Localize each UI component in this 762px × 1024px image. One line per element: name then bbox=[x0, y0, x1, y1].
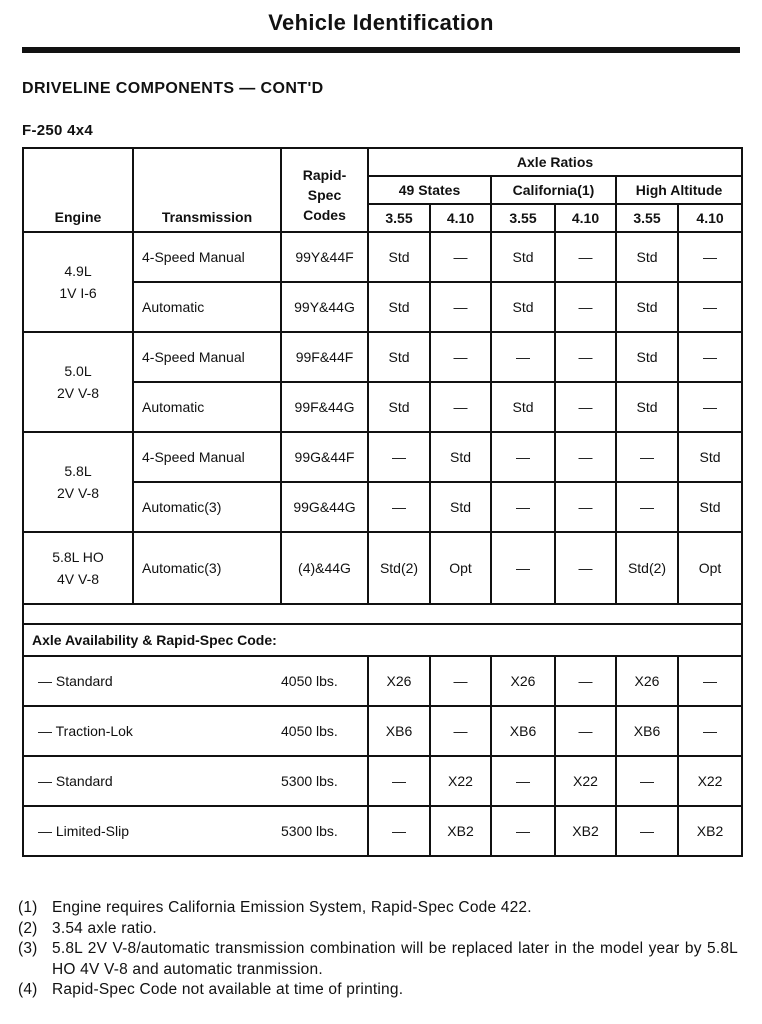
table-row bbox=[23, 532, 742, 604]
header-ratio: 4.10 bbox=[678, 204, 742, 232]
axle-code: — bbox=[678, 656, 742, 706]
spacer-cell bbox=[23, 604, 742, 624]
ratio-cell: — bbox=[491, 482, 555, 532]
axle-weight: 4050 lbs. bbox=[281, 656, 368, 706]
footnotes bbox=[18, 898, 738, 1001]
axle-code: — bbox=[430, 656, 491, 706]
axle-name: — Standard bbox=[23, 656, 281, 706]
transmission-cell: 4-Speed Manual bbox=[133, 232, 281, 282]
ratio-cell: Std bbox=[368, 232, 430, 282]
header-ratio: 4.10 bbox=[430, 204, 491, 232]
axle-code: XB6 bbox=[491, 706, 555, 756]
ratio-cell: — bbox=[491, 432, 555, 482]
section-title: DRIVELINE COMPONENTS — CONT'D bbox=[22, 80, 324, 97]
code-cell: 99F&44F bbox=[281, 332, 368, 382]
axle-code: — bbox=[616, 806, 678, 856]
code-cell: 99Y&44G bbox=[281, 282, 368, 332]
axle-code: X22 bbox=[430, 756, 491, 806]
table-row bbox=[23, 432, 742, 482]
ratio-cell: Std bbox=[368, 332, 430, 382]
axle-name: — Limited-Slip bbox=[23, 806, 281, 856]
axle-code: XB2 bbox=[430, 806, 491, 856]
transmission-cell: Automatic(3) bbox=[133, 482, 281, 532]
ratio-cell: — bbox=[491, 532, 555, 604]
title-rule bbox=[22, 47, 740, 53]
availability-row bbox=[23, 806, 742, 856]
axle-code: X22 bbox=[555, 756, 616, 806]
code-cell: 99Y&44F bbox=[281, 232, 368, 282]
availability-row bbox=[23, 756, 742, 806]
ratio-cell: Std bbox=[616, 332, 678, 382]
ratio-cell: — bbox=[491, 332, 555, 382]
axle-code: X26 bbox=[491, 656, 555, 706]
ratio-cell: Std bbox=[368, 382, 430, 432]
engine-cell: 5.8L 2V V-8 bbox=[23, 432, 133, 532]
axle-code: X26 bbox=[616, 656, 678, 706]
transmission-cell: 4-Speed Manual bbox=[133, 332, 281, 382]
header-ratio: 3.55 bbox=[616, 204, 678, 232]
ratio-cell: — bbox=[555, 232, 616, 282]
axle-weight: 4050 lbs. bbox=[281, 706, 368, 756]
ratio-cell: — bbox=[555, 282, 616, 332]
axle-name: — Standard bbox=[23, 756, 281, 806]
axle-code: — bbox=[555, 656, 616, 706]
footnote-marker: (2) bbox=[18, 919, 38, 937]
footnote-marker: (1) bbox=[18, 899, 38, 916]
axle-code: XB6 bbox=[368, 706, 430, 756]
ratio-cell: — bbox=[555, 382, 616, 432]
transmission-cell: Automatic bbox=[133, 382, 281, 432]
ratio-cell: Std bbox=[616, 382, 678, 432]
ratio-cell: — bbox=[678, 232, 742, 282]
footnote-marker: (4) bbox=[18, 981, 38, 998]
axle-code: — bbox=[491, 806, 555, 856]
ratio-cell: Std bbox=[430, 482, 491, 532]
ratio-cell: Std(2) bbox=[616, 532, 678, 604]
ratio-cell: — bbox=[430, 232, 491, 282]
footnote-marker: (3) bbox=[18, 940, 38, 957]
ratio-cell: — bbox=[555, 482, 616, 532]
availability-row bbox=[23, 706, 742, 756]
axle-name: — Traction-Lok bbox=[23, 706, 281, 756]
transmission-cell: Automatic bbox=[133, 282, 281, 332]
axle-code: XB2 bbox=[678, 806, 742, 856]
ratio-cell: — bbox=[678, 382, 742, 432]
model-title: F-250 4x4 bbox=[22, 122, 94, 139]
transmission-cell: Automatic(3) bbox=[133, 532, 281, 604]
availability-title: Axle Availability & Rapid-Spec Code: bbox=[23, 624, 742, 656]
axle-code: X26 bbox=[368, 656, 430, 706]
header-region: High Altitude bbox=[616, 176, 742, 204]
ratio-cell: Std(2) bbox=[368, 532, 430, 604]
ratio-cell: Std bbox=[616, 232, 678, 282]
ratio-cell: Std bbox=[678, 482, 742, 532]
ratio-cell: — bbox=[616, 482, 678, 532]
ratio-cell: Std bbox=[616, 282, 678, 332]
header-axle-ratios: Axle Ratios bbox=[368, 148, 742, 176]
ratio-cell: Std bbox=[430, 432, 491, 482]
header-ratio: 4.10 bbox=[555, 204, 616, 232]
ratio-cell: — bbox=[368, 432, 430, 482]
ratio-cell: Opt bbox=[430, 532, 491, 604]
ratio-cell: — bbox=[430, 282, 491, 332]
footnote-text: 3.54 axle ratio. bbox=[52, 919, 157, 937]
footnote bbox=[18, 939, 738, 980]
axle-code: X22 bbox=[678, 756, 742, 806]
footnote bbox=[18, 919, 738, 940]
ratio-cell: Std bbox=[491, 232, 555, 282]
ratio-cell: — bbox=[430, 382, 491, 432]
header-engine: Engine bbox=[23, 148, 133, 232]
axle-code: — bbox=[555, 706, 616, 756]
engine-cell: 5.0L 2V V-8 bbox=[23, 332, 133, 432]
header-ratio: 3.55 bbox=[491, 204, 555, 232]
page-title: Vehicle Identification bbox=[268, 10, 494, 35]
header-region: California(1) bbox=[491, 176, 616, 204]
header-transmission: Transmission bbox=[133, 148, 281, 232]
table-row bbox=[23, 232, 742, 282]
table-row bbox=[23, 332, 742, 382]
axle-code: — bbox=[616, 756, 678, 806]
header-ratio: 3.55 bbox=[368, 204, 430, 232]
axle-code: XB2 bbox=[555, 806, 616, 856]
ratio-cell: — bbox=[555, 432, 616, 482]
ratio-cell: — bbox=[555, 532, 616, 604]
axle-code: XB6 bbox=[616, 706, 678, 756]
header-region: 49 States bbox=[368, 176, 491, 204]
code-cell: (4)&44G bbox=[281, 532, 368, 604]
footnote bbox=[18, 898, 738, 919]
axle-code: — bbox=[368, 806, 430, 856]
ratio-cell: Std bbox=[368, 282, 430, 332]
axle-code: — bbox=[491, 756, 555, 806]
code-cell: 99G&44G bbox=[281, 482, 368, 532]
ratio-cell: Opt bbox=[678, 532, 742, 604]
axle-weight: 5300 lbs. bbox=[281, 756, 368, 806]
ratio-cell: Std bbox=[678, 432, 742, 482]
axle-code: — bbox=[430, 706, 491, 756]
ratio-cell: — bbox=[678, 332, 742, 382]
ratio-cell: — bbox=[555, 332, 616, 382]
footnote-text: Rapid-Spec Code not available at time of printing. bbox=[52, 981, 404, 998]
availability-row bbox=[23, 656, 742, 706]
axle-code: — bbox=[368, 756, 430, 806]
header-rapid-spec: Rapid- Spec Codes bbox=[281, 148, 368, 232]
code-cell: 99F&44G bbox=[281, 382, 368, 432]
spacer-row bbox=[23, 604, 742, 624]
ratio-cell: — bbox=[368, 482, 430, 532]
engine-cell: 4.9L 1V I-6 bbox=[23, 232, 133, 332]
ratio-cell: — bbox=[430, 332, 491, 382]
driveline-table bbox=[22, 147, 743, 857]
ratio-cell: Std bbox=[491, 282, 555, 332]
footnote bbox=[18, 980, 738, 1001]
ratio-cell: — bbox=[616, 432, 678, 482]
footnote-text: 5.8L 2V V-8/automatic transmission combination will be replaced later in the model year by 5.8L HO 4V V-8 and automatic tranmission. bbox=[52, 940, 738, 978]
transmission-cell: 4-Speed Manual bbox=[133, 432, 281, 482]
engine-cell: 5.8L HO 4V V-8 bbox=[23, 532, 133, 604]
axle-weight: 5300 lbs. bbox=[281, 806, 368, 856]
footnote-text: Engine requires California Emission System, Rapid-Spec Code 422. bbox=[52, 899, 532, 916]
code-cell: 99G&44F bbox=[281, 432, 368, 482]
axle-code: — bbox=[678, 706, 742, 756]
ratio-cell: Std bbox=[491, 382, 555, 432]
ratio-cell: — bbox=[678, 282, 742, 332]
